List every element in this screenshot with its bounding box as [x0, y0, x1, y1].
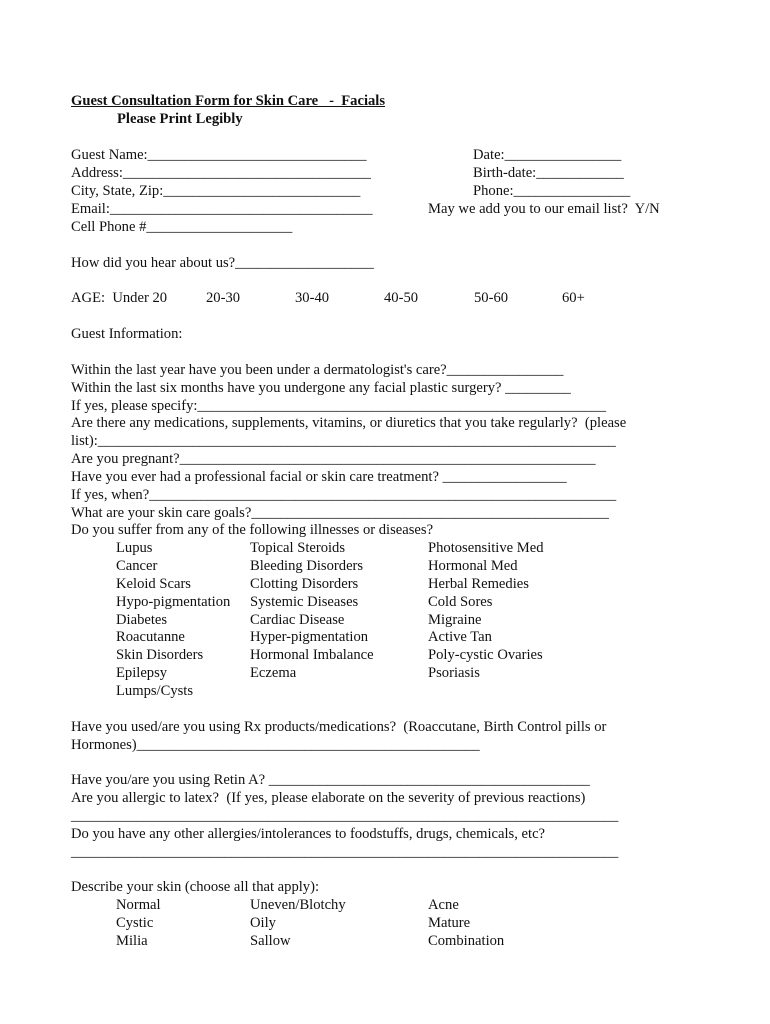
illness-option[interactable]: Eczema	[250, 665, 297, 681]
illness-option[interactable]: Hypo-pigmentation	[116, 594, 231, 610]
form-title: Guest Consultation Form for Skin Care - Facials	[71, 93, 386, 109]
email-field[interactable]: Email:____________________________________	[71, 201, 373, 217]
illness-option[interactable]: Cold Sores	[428, 594, 493, 610]
address-field[interactable]: Address:__________________________________	[71, 165, 371, 181]
illness-option[interactable]: Hormonal Imbalance	[250, 647, 374, 663]
when-field[interactable]: If yes, when?________________________________________________________________	[71, 487, 617, 503]
illness-option[interactable]: Keloid Scars	[116, 576, 191, 592]
hear-about-field[interactable]: How did you hear about us?___________________	[71, 255, 374, 271]
city-state-zip-field[interactable]: City, State, Zip:___________________________	[71, 183, 361, 199]
illness-option[interactable]: Herbal Remedies	[428, 576, 529, 592]
skin-option[interactable]: Cystic	[116, 915, 154, 931]
skin-option[interactable]: Uneven/Blotchy	[250, 897, 346, 913]
latex-question: Are you allergic to latex? (If yes, please elaborate on the severity of previous reactions)	[71, 790, 586, 806]
pregnant-question[interactable]: Are you pregnant?_________________________________________________________	[71, 451, 596, 467]
illness-option[interactable]: Hormonal Med	[428, 558, 518, 574]
latex-field[interactable]: ___________________________________________________________________________	[71, 808, 619, 824]
skin-type-heading: Describe your skin (choose all that apply):	[71, 879, 320, 895]
illness-option[interactable]: Photosensitive Med	[428, 540, 544, 556]
illnesses-question: Do you suffer from any of the following illnesses or diseases?	[71, 522, 434, 538]
age-option-40-50[interactable]: 40-50	[384, 290, 419, 306]
illness-option[interactable]: Bleeding Disorders	[250, 558, 364, 574]
guest-info-heading: Guest Information:	[71, 326, 183, 342]
allergies-field[interactable]: ___________________________________________________________________________	[71, 844, 619, 860]
medications-list-field[interactable]: list):_______________________________________________________________________	[71, 433, 616, 449]
guest-name-field[interactable]: Guest Name:______________________________	[71, 147, 367, 163]
illness-option[interactable]: Skin Disorders	[116, 647, 204, 663]
cell-phone-field[interactable]: Cell Phone #____________________	[71, 219, 293, 235]
age-option-30-40[interactable]: 30-40	[295, 290, 330, 306]
illness-option[interactable]: Lumps/Cysts	[116, 683, 194, 699]
illness-option[interactable]: Migraine	[428, 612, 482, 628]
skin-option[interactable]: Acne	[428, 897, 459, 913]
skin-option[interactable]: Normal	[116, 897, 161, 913]
illness-option[interactable]: Topical Steroids	[250, 540, 346, 556]
birth-date-field[interactable]: Birth-date:____________	[473, 165, 624, 181]
rx-question: Have you used/are you using Rx products/medications? (Roaccutane, Birth Control pills or	[71, 719, 607, 735]
age-label[interactable]: AGE: Under 20	[71, 290, 168, 306]
illness-option[interactable]: Psoriasis	[428, 665, 480, 681]
facial-treatment-question[interactable]: Have you ever had a professional facial or skin care treatment? _________________	[71, 469, 567, 485]
skin-option[interactable]: Mature	[428, 915, 471, 931]
illness-option[interactable]: Hyper-pigmentation	[250, 629, 369, 645]
illness-option[interactable]: Cardiac Disease	[250, 612, 345, 628]
skin-goals-field[interactable]: What are your skin care goals?_________________________________________________	[71, 505, 609, 521]
specify-field[interactable]: If yes, please specify:________________________________________________________	[71, 398, 607, 414]
dermatologist-question[interactable]: Within the last year have you been under a dermatologist's care?________________	[71, 362, 564, 378]
email-list-question[interactable]: May we add you to our email list? Y/N	[428, 201, 660, 217]
illness-option[interactable]: Roacutanne	[116, 629, 185, 645]
illness-option[interactable]: Epilepsy	[116, 665, 168, 681]
skin-option[interactable]: Oily	[250, 915, 276, 931]
skin-option[interactable]: Sallow	[250, 933, 291, 949]
date-field[interactable]: Date:________________	[473, 147, 622, 163]
skin-option[interactable]: Combination	[428, 933, 505, 949]
skin-option[interactable]: Milia	[116, 933, 148, 949]
illness-option[interactable]: Poly-cystic Ovaries	[428, 647, 543, 663]
age-option-20-30[interactable]: 20-30	[206, 290, 241, 306]
illness-option[interactable]: Diabetes	[116, 612, 168, 628]
illness-option[interactable]: Active Tan	[428, 629, 492, 645]
illness-option[interactable]: Clotting Disorders	[250, 576, 359, 592]
illness-option[interactable]: Cancer	[116, 558, 158, 574]
illness-option[interactable]: Systemic Diseases	[250, 594, 359, 610]
age-option-50-60[interactable]: 50-60	[474, 290, 509, 306]
illness-option[interactable]: Lupus	[116, 540, 153, 556]
phone-field[interactable]: Phone:________________	[473, 183, 631, 199]
medications-question: Are there any medications, supplements, vitamins, or diuretics that you take regularly? (please	[71, 415, 627, 431]
allergies-question: Do you have any other allergies/intolerances to foodstuffs, drugs, chemicals, etc?	[71, 826, 546, 842]
form-subtitle: Please Print Legibly	[117, 111, 243, 127]
rx-field[interactable]: Hormones)_______________________________________________	[71, 737, 480, 753]
age-option-60-plus[interactable]: 60+	[562, 290, 585, 306]
plastic-surgery-question[interactable]: Within the last six months have you undergone any facial plastic surgery? _________	[71, 380, 571, 396]
retin-a-field[interactable]: Have you/are you using Retin A? ____________________________________________	[71, 772, 590, 788]
